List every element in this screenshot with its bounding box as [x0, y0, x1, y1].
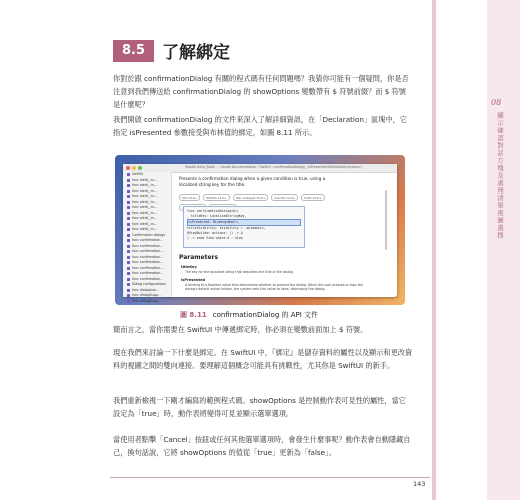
- symbol-icon: [127, 239, 130, 242]
- platform-badge: tvOS 15.0+: [301, 194, 324, 201]
- figure-caption: [180, 310, 318, 320]
- doc-sidebar-label: func alert(_:is...: [132, 199, 157, 204]
- doc-sidebar-label: func dialogSupp...: [132, 298, 161, 303]
- symbol-icon: [127, 278, 130, 281]
- doc-sidebar-label: func confirmation...: [132, 238, 164, 242]
- param-desc-ispresented: A binding to a Boolean value that determines whether to present the dialog. When the user presses or taps the dialog's default action button, the system sets this value to false, dismissing the dialog.: [185, 283, 363, 292]
- doc-sidebar-label: func alert(_:is...: [132, 221, 157, 226]
- platform-badge: macOS 12.0+: [271, 194, 298, 201]
- doc-sidebar-label: Confirmation dialogs: [132, 232, 166, 237]
- code-line: titleVisibility: Visibility = .automatic,: [187, 226, 266, 230]
- paragraph-2: 我們開啟 confirmationDialog 的文件來深入了解詳細資訊，在「Declaration」區塊中，它指定 isPresented 參數接受與布林值的綁定，如圖 8.11 所示。: [113, 115, 408, 137]
- section-number: 8.5: [113, 40, 154, 62]
- symbol-icon: [127, 234, 130, 237]
- symbol-icon: [127, 184, 130, 187]
- doc-sidebar-label: func confirmation...: [132, 254, 164, 259]
- symbol-icon: [127, 173, 130, 176]
- doc-sidebar-label: func confirmation...: [132, 243, 164, 248]
- figure-label: 圖 8.11: [180, 311, 207, 319]
- scrollbar[interactable]: [385, 190, 387, 250]
- symbol-icon: [127, 256, 130, 259]
- window-title: Mapkit-Hello_Swift... › Xcode Documentation › SwiftUI › confirmationDialog(_:isPresented:titleVisibility:actions:): [185, 165, 362, 169]
- doc-sidebar-label: func alert(_:is...: [132, 194, 157, 198]
- symbol-icon: [127, 190, 130, 193]
- symbol-icon: [127, 245, 130, 248]
- zoom-button[interactable]: [138, 166, 142, 170]
- doc-sidebar-label: func confirmation...: [132, 260, 164, 264]
- paragraph-4: 現在我們來討論一下什麼是綁定。在 SwiftUI 中，『綁定』是儲存資料的屬性以及顯示和更改資料的視圖之間的雙向連接。要理解這個概念可能具有挑戰性，尤其你是 SwiftUI 的新手。: [113, 348, 413, 370]
- doc-sidebar-label: SwiftUI: [132, 172, 144, 176]
- doc-sidebar-label: func alert(_:is...: [132, 183, 157, 187]
- doc-sidebar-label: func confirmation...: [132, 249, 164, 253]
- symbol-icon: [127, 294, 130, 297]
- symbol-icon: [127, 228, 130, 231]
- doc-sidebar-label: func alert(_:is...: [132, 210, 157, 215]
- declaration-code: [183, 206, 305, 248]
- symbol-icon: [127, 223, 130, 226]
- doc-sidebar-item[interactable]: [123, 299, 171, 305]
- paragraph-3: 簡而言之，當你需要在 SwiftUI 中傳遞綁定時，你必須在變數前面加上 $ 符號。: [113, 325, 368, 334]
- param-name-titlekey: titleKey: [181, 265, 197, 269]
- chapter-tab: [487, 0, 520, 500]
- page-number: 143: [413, 480, 426, 488]
- symbol-icon: [127, 300, 130, 303]
- doc-sidebar: [123, 172, 172, 303]
- platform-badge: iPadOS 15.0+: [203, 194, 230, 201]
- symbol-icon: [127, 250, 130, 253]
- paragraph-5: 我們重新檢視一下剛才編寫的範例程式碼。showOptions 是控制動作表可見性的屬性，當它設定為「true」時，動作表將變得可見並顯示選單選項。: [113, 396, 406, 418]
- close-button[interactable]: [126, 166, 130, 170]
- doc-content: [175, 172, 397, 297]
- doc-sidebar-label: func dialogSupp...: [132, 293, 161, 297]
- doc-sidebar-label: func alert(_:is...: [132, 205, 157, 209]
- doc-sidebar-label: func alert(_:is...: [132, 227, 157, 231]
- section-title: 了解綁定: [162, 43, 231, 63]
- doc-sidebar-label: func confirmation...: [132, 276, 164, 281]
- chapter-title-vertical: 顯示確認對話方塊及處理清單視圖選擇: [496, 112, 504, 240]
- figure-caption-text: confirmationDialog 的 API 文件: [212, 311, 319, 319]
- side-accent-bar: [432, 0, 436, 500]
- symbol-icon: [127, 283, 130, 286]
- doc-sidebar-label: func confirmation...: [132, 271, 164, 275]
- symbol-icon: [127, 212, 130, 215]
- param-desc-titlekey: The key for the localized string that describes the title of the dialog.: [185, 270, 294, 274]
- paragraph-6: 當使用者點擊「Cancel」按鈕或任何其他選單選項時，會發生什麼事呢？動作表會自動隱藏自己，換句話說，它將 showOptions 的值從「true」更新為「false」。: [113, 435, 411, 457]
- parameters-heading: Parameters: [179, 254, 219, 261]
- doc-sidebar-label: func dialogIcon...: [132, 287, 160, 292]
- symbol-icon: [127, 267, 130, 270]
- symbol-icon: [127, 261, 130, 264]
- code-line: @ViewBuilder actions: () -> A: [187, 231, 243, 235]
- doc-sidebar-label: func alert(_:is...: [132, 177, 157, 182]
- doc-sidebar-label: func confirmation...: [132, 265, 164, 270]
- code-line: isPresented: Binding<Bool>,: [187, 219, 301, 226]
- symbol-icon: [127, 272, 130, 275]
- code-line: _ titleKey: LocalizedStringKey,: [187, 214, 247, 218]
- code-line: ) -> some View where A : View: [187, 236, 243, 240]
- platform-badge: Mac Catalyst 15.0+: [233, 194, 268, 201]
- chapter-number: 08: [491, 98, 502, 107]
- symbol-icon: [127, 179, 130, 182]
- xcode-window: [123, 164, 397, 303]
- symbol-icon: [127, 217, 130, 220]
- doc-sidebar-label: Dialog configurations: [132, 282, 166, 286]
- doc-sidebar-label: func alert(_:is...: [132, 216, 157, 220]
- doc-sidebar-label: func alert(_:is...: [132, 188, 157, 193]
- symbol-icon: [127, 201, 130, 204]
- param-name-ispresented: isPresented: [181, 278, 206, 282]
- figure-screenshot: [115, 155, 405, 305]
- platform-badge: iOS 15.0+: [179, 194, 200, 201]
- symbol-icon: [127, 195, 130, 198]
- paragraph-1: 你對於跟 confirmationDialog 有關的程式碼有任何問題嗎？我猜你可能有一個疑問，你是否注意到我們傳送給 confirmationDialog 的 showOptions 變數帶有 $ 符號前綴？而 $ 符號是什麼呢？: [113, 74, 409, 109]
- footer-rule: [110, 477, 430, 478]
- symbol-icon: [127, 289, 130, 292]
- symbol-icon: [127, 206, 130, 209]
- code-line: func confirmationDialog<A>(: [187, 209, 239, 213]
- doc-intro: Presents a confirmation dialog when a given condition is true, using a localized string key for the title.: [179, 176, 326, 187]
- section-heading: [113, 38, 230, 63]
- minimize-button[interactable]: [132, 166, 136, 170]
